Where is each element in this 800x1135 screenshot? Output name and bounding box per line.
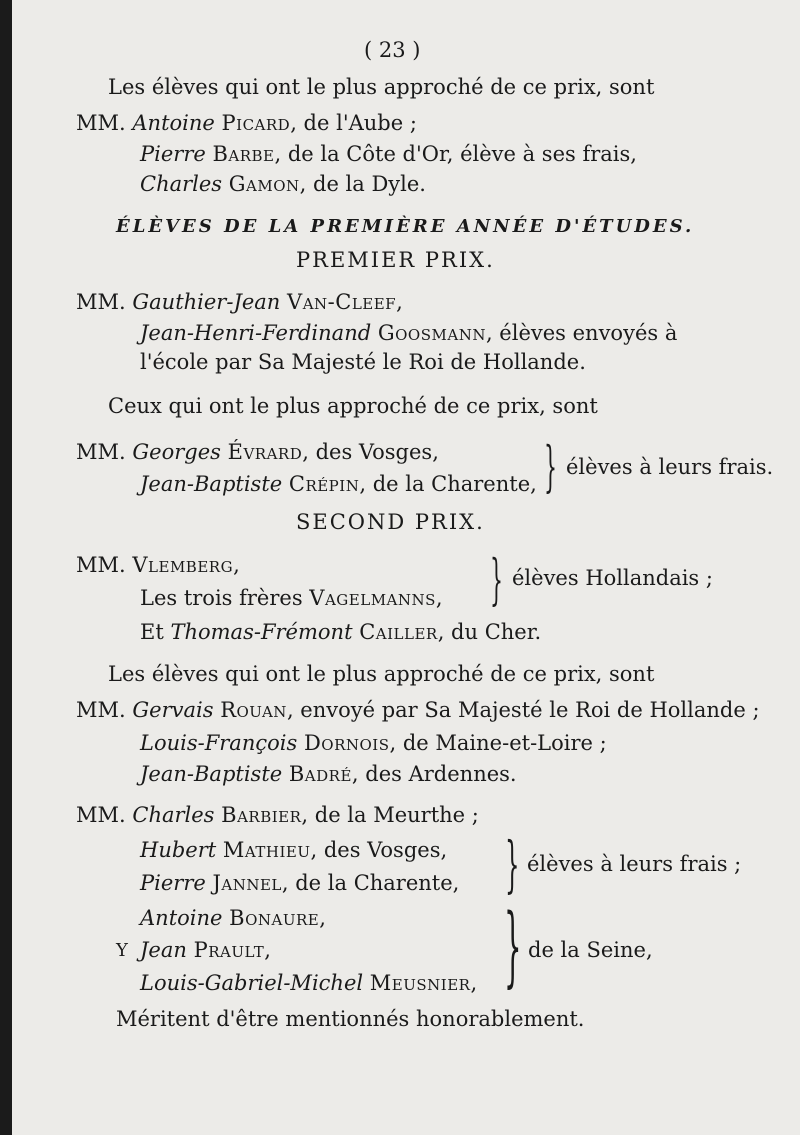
intro-text: Les élèves qui ont le plus approché de ce prix, sont <box>108 662 655 686</box>
entry-line <box>140 170 426 198</box>
entry-detail: , des Vosges, <box>302 440 439 464</box>
surname: Cailler <box>359 620 438 644</box>
entry-detail: , des Vosges, <box>310 838 448 862</box>
margin-mark: Y <box>116 940 128 961</box>
entry-line <box>140 729 607 757</box>
surname: Mathieu <box>222 838 311 862</box>
entry-detail: , <box>435 586 443 610</box>
surname: Goosmann <box>377 321 486 345</box>
entry-line <box>76 696 760 724</box>
entry-detail: , de la Meurthe ; <box>301 803 479 827</box>
given-name: Jean <box>140 938 187 962</box>
book-page <box>12 0 800 1135</box>
surname: Barbe <box>212 142 275 166</box>
brace-note: élèves à leurs frais ; <box>527 852 742 876</box>
given-name: Jean-Baptiste <box>140 472 283 496</box>
given-name: Louis-Gabriel-Michel <box>140 971 364 995</box>
entry-line <box>76 109 417 137</box>
entry-line <box>140 969 477 997</box>
entry-detail: , du Cher. <box>437 620 542 644</box>
brace-icon: } <box>490 548 503 613</box>
prize-title: SECOND PRIX. <box>296 510 485 534</box>
entry-line <box>76 438 439 466</box>
entry-detail: , des Ardennes. <box>351 762 517 786</box>
surname: Vlemberg <box>132 553 234 577</box>
entry-line <box>140 760 517 788</box>
surname: Jannel <box>212 871 282 895</box>
entry-prefix: Et <box>140 620 164 644</box>
given-name: Hubert <box>140 838 217 862</box>
entry-detail: , <box>233 553 240 577</box>
mm-label: MM. <box>76 698 126 722</box>
given-name: Charles <box>140 172 223 196</box>
entry-detail: , de Maine-et-Loire ; <box>389 731 607 755</box>
entry-line <box>140 869 459 897</box>
entry-detail: , de la Charente, <box>359 472 537 496</box>
given-name: Antoine <box>132 111 215 135</box>
prize-title: PREMIER PRIX. <box>296 248 495 272</box>
given-name: Charles <box>132 803 215 827</box>
surname: Crépin <box>288 472 360 496</box>
mm-label: MM. <box>76 553 126 577</box>
entry-detail: , <box>396 290 403 314</box>
entry-detail: , de la Charente, <box>281 871 460 895</box>
entry-line: l'école par Sa Majesté le Roi de Hollande. <box>140 350 586 374</box>
entry-detail: , envoyé par Sa Majesté le Roi de Hollande ; <box>286 698 760 722</box>
page-number: ( 23 ) <box>364 38 421 62</box>
mm-label: MM. <box>76 111 126 135</box>
surname: Badré <box>288 762 352 786</box>
entry-line <box>140 904 326 932</box>
entry-line <box>140 319 677 347</box>
entry-line <box>140 140 637 168</box>
brace-icon: } <box>505 829 520 900</box>
entry-detail: , élèves envoyés à <box>485 321 678 345</box>
mm-label: MM. <box>76 290 126 314</box>
section-title: ÉLÈVES DE LA PREMIÈRE ANNÉE D'ÉTUDES. <box>116 216 695 237</box>
surname: Évrard <box>227 440 303 464</box>
entry-line <box>140 618 541 646</box>
entry-detail: , <box>470 971 478 995</box>
entry-line <box>76 288 403 316</box>
entry-line <box>140 836 447 864</box>
surname: Picard <box>221 111 291 135</box>
given-name: Thomas-Frémont <box>170 620 353 644</box>
brace-icon: } <box>504 894 522 997</box>
surname: Prault <box>193 938 265 962</box>
surname: Barbier <box>221 803 302 827</box>
brace-note: de la Seine, <box>528 938 653 962</box>
surname: Gamon <box>228 172 300 196</box>
entry-line <box>76 801 479 829</box>
given-name: Pierre <box>140 142 206 166</box>
brace-note: élèves Hollandais ; <box>512 566 713 590</box>
surname: Rouan <box>220 698 287 722</box>
surname: Vagelmanns <box>309 586 436 610</box>
given-name: Jean-Henri-Ferdinand <box>140 321 372 345</box>
surname: Van-Cleef <box>287 290 397 314</box>
given-name: Pierre <box>140 871 206 895</box>
entry-detail: , <box>319 906 326 930</box>
intro-text: Ceux qui ont le plus approché de ce prix, sont <box>108 394 598 418</box>
entry-line <box>140 470 537 498</box>
entry-detail: , <box>264 938 271 962</box>
closing-text: Méritent d'être mentionnés honorablement. <box>116 1007 585 1031</box>
entry-prefix: Les trois frères <box>140 586 303 610</box>
brace-note: élèves à leurs frais. <box>566 455 774 479</box>
entry-detail: , de la Dyle. <box>299 172 426 196</box>
brace-icon: } <box>544 435 557 500</box>
entry-detail: , de l'Aube ; <box>290 111 417 135</box>
given-name: Gauthier-Jean <box>132 290 281 314</box>
entry-line <box>140 936 271 964</box>
surname: Bonaure <box>229 906 320 930</box>
given-name: Louis-François <box>140 731 298 755</box>
entry-detail: , de la Côte d'Or, élève à ses frais, <box>274 142 637 166</box>
given-name: Georges <box>132 440 221 464</box>
mm-label: MM. <box>76 440 126 464</box>
entry-line <box>76 551 240 579</box>
entry-line <box>140 584 443 612</box>
intro-text: Les élèves qui ont le plus approché de ce prix, sont <box>108 75 655 99</box>
given-name: Gervais <box>132 698 214 722</box>
given-name: Antoine <box>140 906 223 930</box>
given-name: Jean-Baptiste <box>140 762 283 786</box>
mm-label: MM. <box>76 803 126 827</box>
surname: Meusnier <box>369 971 471 995</box>
surname: Dornois <box>303 731 390 755</box>
